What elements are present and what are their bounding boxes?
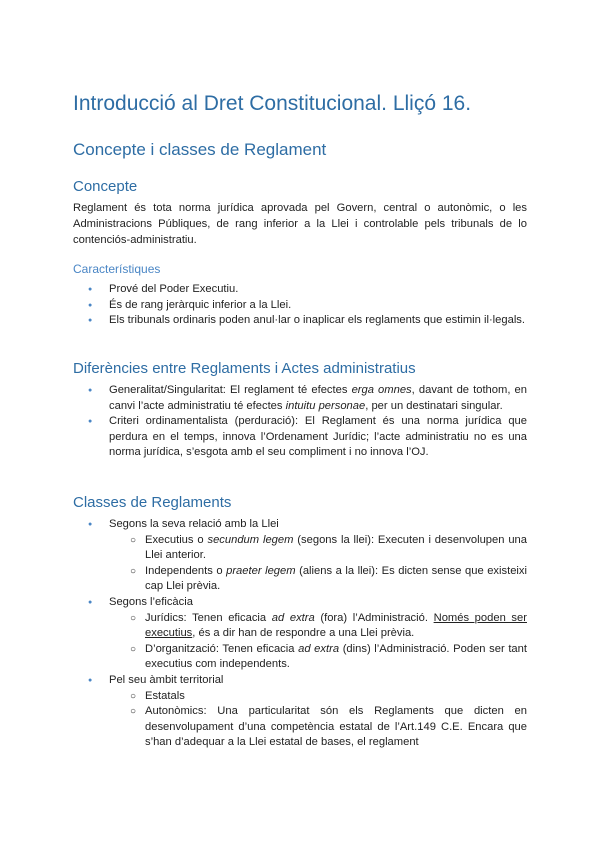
emphasis: intuitu personae xyxy=(285,399,366,412)
emphasis: ad extra xyxy=(298,642,340,655)
sub-list-item: ○ Estatals xyxy=(109,689,527,705)
caracteristiques-heading: Característiques xyxy=(73,262,161,276)
document-title: Introducció al Dret Constitucional. Lliçó 16. xyxy=(73,92,472,115)
sub-list-wrapper xyxy=(73,611,527,673)
text-run: (segons la llei): Executen i desenvolupen una Llei anterior. xyxy=(145,533,527,562)
text-run: (fora) l’Administració. xyxy=(314,611,434,624)
text-run: (dins) l’Administració. Poden ser tant executius com independents. xyxy=(145,642,527,671)
text-run: Generalitat/Singularitat: El reglament té efectes xyxy=(109,384,352,396)
list-item: ● Prové del Poder Executiu. xyxy=(73,282,527,298)
list-item: ● Els tribunals ordinaris poden anul·lar o inaplicar els reglaments que estimin il·legals. xyxy=(73,313,527,329)
sub-list xyxy=(109,689,527,751)
list-item: ● Segons la seva relació amb la Llei xyxy=(73,517,527,533)
list-item: ● Pel seu àmbit territorial xyxy=(73,673,527,689)
emphasis: erga omnes xyxy=(351,384,412,396)
emphasis: ad extra xyxy=(271,611,315,624)
list-item: ● Criteri ordinamentalista (perduració): El Reglament és una norma jurídica que perdura en el temps, innova l’Ordenament Jurídic; l’acte administratiu no es una norma jurídica, s’esgota amb el seu compliment i no innova l’OJ. xyxy=(73,414,527,461)
concepte-heading: Concepte xyxy=(73,178,138,195)
text-run: , és a dir han de respondre a una Llei prèvia. xyxy=(192,627,415,640)
sub-list-item: ○ Autonòmics: Una particularitat són els Reglaments que dicten en desenvolupament d’una competència estatal de l’Art.149 C.E. Encara que s’han d’adequar a la Llei estatal de bases, el reglament xyxy=(109,704,527,751)
sub-list xyxy=(109,611,527,673)
underlined-text: Només poden ser executius xyxy=(145,611,527,640)
sub-list-item xyxy=(109,533,527,564)
text-run: Executius o xyxy=(145,533,208,546)
text-run: Independents o xyxy=(145,564,227,577)
sub-list-wrapper xyxy=(73,533,527,595)
sub-list xyxy=(109,533,527,595)
section-heading: Concepte i classes de Reglament xyxy=(73,140,327,159)
text-run: , per un destinatari singular. xyxy=(365,399,503,412)
emphasis: praeter legem xyxy=(226,564,296,577)
sub-list-item xyxy=(109,611,527,642)
text-run: D’organització: Tenen eficacia xyxy=(145,642,299,655)
sub-list-item xyxy=(109,564,527,595)
text-run: , davant de tothom, en canvi l’acte administratiu té efectes xyxy=(109,384,527,412)
emphasis: secundum legem xyxy=(207,533,294,546)
concepte-paragraph: Reglament és tota norma jurídica aprovada pel Govern, central o autonòmic, o les Administracions Públiques, de rang inferior a la Llei i controlable pels tribunals de lo contenciós-administratiu. xyxy=(73,202,527,246)
text-run: Jurídics: Tenen eficacia xyxy=(145,611,272,624)
caracteristiques-list xyxy=(73,282,527,329)
diferencies-list xyxy=(73,383,527,461)
list-item: ● És de rang jeràrquic inferior a la Llei. xyxy=(73,298,527,314)
text-run: (aliens a la llei): Es dicten sense que existeixi cap Llei prèvia. xyxy=(145,564,527,593)
sub-list-wrapper xyxy=(73,689,527,751)
classes-heading: Classes de Reglaments xyxy=(73,494,232,511)
classes-list xyxy=(73,517,527,751)
list-item: ● Segons l’eficàcia xyxy=(73,595,527,611)
list-item xyxy=(73,383,527,414)
sub-list-item xyxy=(109,642,527,673)
diferencies-heading: Diferències entre Reglaments i Actes administratius xyxy=(73,360,416,377)
